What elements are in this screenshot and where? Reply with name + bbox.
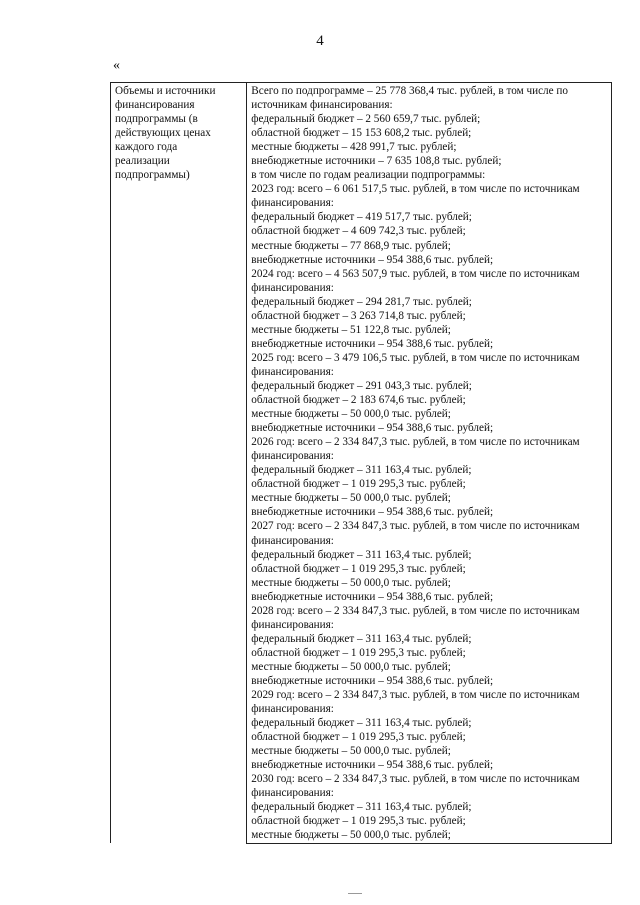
label-line: реализации xyxy=(115,155,170,168)
financing-line: областной бюджет – 1 019 295,3 тыс. рублей; xyxy=(251,646,466,659)
financing-line: 2029 год: всего – 2 334 847,3 тыс. рублей, в том числе по источникам xyxy=(251,689,580,702)
financing-line: финансирования: xyxy=(251,450,334,463)
scan-mark xyxy=(348,893,362,894)
financing-line: финансирования: xyxy=(251,703,334,716)
label-line: подпрограммы (в xyxy=(115,113,198,126)
financing-line: областной бюджет – 2 183 674,6 тыс. рублей; xyxy=(251,394,466,407)
financing-line: местные бюджеты – 50 000,0 тыс. рублей; xyxy=(251,408,451,421)
financing-line: внебюджетные источники – 7 635 108,8 тыс. рублей; xyxy=(251,155,502,168)
open-quote: « xyxy=(113,58,120,73)
financing-line: финансирования: xyxy=(251,787,334,800)
financing-line: федеральный бюджет – 291 043,3 тыс. рублей; xyxy=(251,379,472,392)
label-line: действующих ценах xyxy=(115,127,211,140)
financing-line: источникам финансирования: xyxy=(251,99,393,112)
financing-line: внебюджетные источники – 954 388,6 тыс. рублей; xyxy=(251,506,494,519)
financing-label-cell xyxy=(111,83,247,844)
financing-details xyxy=(251,84,608,843)
financing-line: местные бюджеты – 77 868,9 тыс. рублей; xyxy=(251,239,451,252)
financing-line: финансирования: xyxy=(251,197,334,210)
financing-line: областной бюджет – 3 263 714,8 тыс. рублей; xyxy=(251,309,466,322)
label-line: финансирования xyxy=(115,99,195,112)
financing-line: федеральный бюджет – 311 163,4 тыс. рублей; xyxy=(251,801,472,814)
financing-line: федеральный бюджет – 2 560 659,7 тыс. рублей; xyxy=(251,113,481,126)
financing-line: местные бюджеты – 50 000,0 тыс. рублей; xyxy=(251,576,451,589)
financing-line: федеральный бюджет – 294 281,7 тыс. рублей; xyxy=(251,295,472,308)
financing-line: 2025 год: всего – 3 479 106,5 тыс. рублей, в том числе по источникам xyxy=(251,351,580,364)
financing-line: областной бюджет – 1 019 295,3 тыс. рублей; xyxy=(251,815,466,828)
financing-line: внебюджетные источники – 954 388,6 тыс. рублей; xyxy=(251,253,494,266)
financing-line: федеральный бюджет – 419 517,7 тыс. рублей; xyxy=(251,211,472,224)
financing-line: финансирования: xyxy=(251,281,334,294)
financing-line: местные бюджеты – 50 000,0 тыс. рублей; xyxy=(251,745,451,758)
financing-line: областной бюджет – 15 153 608,2 тыс. рублей; xyxy=(251,127,472,140)
financing-line: федеральный бюджет – 311 163,4 тыс. рублей; xyxy=(251,464,472,477)
financing-line: местные бюджеты – 428 991,7 тыс. рублей; xyxy=(251,141,457,154)
table-row xyxy=(111,83,612,844)
financing-line: внебюджетные источники – 954 388,6 тыс. рублей; xyxy=(251,337,494,350)
financing-line: 2027 год: всего – 2 334 847,3 тыс. рублей, в том числе по источникам xyxy=(251,520,580,533)
page-number: 4 xyxy=(316,33,324,49)
financing-line: федеральный бюджет – 311 163,4 тыс. рублей; xyxy=(251,717,472,730)
financing-line: финансирования: xyxy=(251,618,334,631)
financing-line: внебюджетные источники – 954 388,6 тыс. рублей; xyxy=(251,674,494,687)
financing-line: местные бюджеты – 51 122,8 тыс. рублей; xyxy=(251,323,451,336)
financing-line: внебюджетные источники – 954 388,6 тыс. рублей; xyxy=(251,422,494,435)
financing-line: областной бюджет – 1 019 295,3 тыс. рублей; xyxy=(251,731,466,744)
financing-line: федеральный бюджет – 311 163,4 тыс. рублей; xyxy=(251,548,472,561)
financing-line: областной бюджет – 1 019 295,3 тыс. рублей; xyxy=(251,562,466,575)
financing-details-cell xyxy=(247,83,612,844)
label-line: каждого года xyxy=(115,141,178,154)
financing-line: в том числе по годам реализации подпрограммы: xyxy=(251,169,486,182)
financing-line: финансирования: xyxy=(251,365,334,378)
financing-line: 2028 год: всего – 2 334 847,3 тыс. рублей, в том числе по источникам xyxy=(251,604,580,617)
label-line: подпрограммы) xyxy=(115,169,190,182)
label-line: Объемы и источники xyxy=(115,85,216,97)
financing-line: местные бюджеты – 50 000,0 тыс. рублей; xyxy=(251,829,451,842)
financing-label xyxy=(115,84,243,182)
financing-line: 2024 год: всего – 4 563 507,9 тыс. рублей, в том числе по источникам xyxy=(251,267,580,280)
financing-table xyxy=(110,82,612,844)
financing-line: федеральный бюджет – 311 163,4 тыс. рублей; xyxy=(251,632,472,645)
financing-line: областной бюджет – 4 609 742,3 тыс. рублей; xyxy=(251,225,466,238)
financing-line: местные бюджеты – 50 000,0 тыс. рублей; xyxy=(251,660,451,673)
financing-line: областной бюджет – 1 019 295,3 тыс. рублей; xyxy=(251,478,466,491)
financing-line: 2026 год: всего – 2 334 847,3 тыс. рублей, в том числе по источникам xyxy=(251,436,580,449)
financing-line: внебюджетные источники – 954 388,6 тыс. рублей; xyxy=(251,759,494,772)
financing-line: финансирования: xyxy=(251,534,334,547)
financing-line: местные бюджеты – 50 000,0 тыс. рублей; xyxy=(251,492,451,505)
financing-line: внебюджетные источники – 954 388,6 тыс. рублей; xyxy=(251,590,494,603)
financing-line: Всего по подпрограмме – 25 778 368,4 тыс. рублей, в том числе по xyxy=(251,85,568,97)
financing-line: 2030 год: всего – 2 334 847,3 тыс. рублей, в том числе по источникам xyxy=(251,773,580,786)
financing-line: 2023 год: всего – 6 061 517,5 тыс. рублей, в том числе по источникам xyxy=(251,183,580,196)
